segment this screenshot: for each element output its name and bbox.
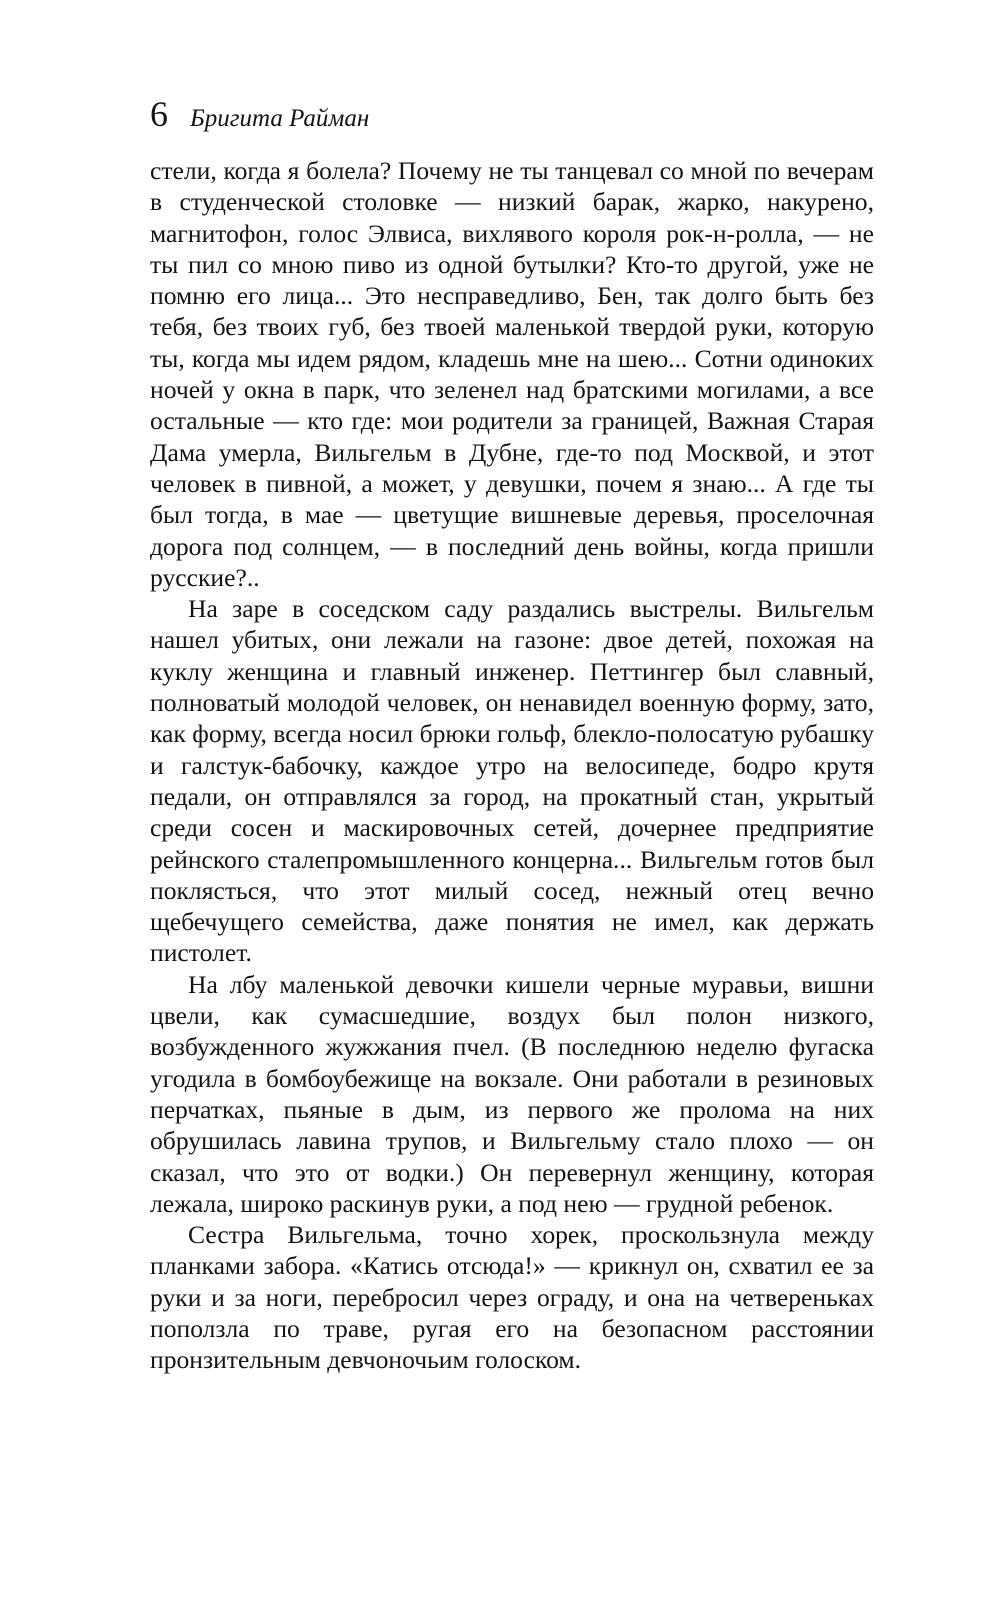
page-header [150,96,369,146]
running-head-author: Бригита Райман [190,105,370,132]
paragraph: На лбу маленькой девочки кишели черные муравьи, вишни цвели, как сумасшедшие, воздух был полон низкого, возбужденного жужжания пчел. (В последнюю неделю фугаска угодила в бомбоубежище на вокзале. Они работали в резиновых перчатках, пьяные в дым, из первого же пролома на них обрушилась лавина трупов, и Вильгельму стало плохо — он сказал, что это от водки.) Он перевернул женщину, которая лежала, широко раскинув руки, а под нею — грудной ребенок. [150,969,874,1218]
paragraph: стели, когда я болела? Почему не ты танцевал со мной по вечерам в студенческой столовке — низкий барак, жарко, накурено, магнитофон, голос Элвиса, вихлявого короля рок-н-ролла, — не ты пил со мною пиво из одной бутылки? Кто-то другой, уже не помню его лица... Это несправедливо, Бен, так долго быть без тебя, без твоих губ, без твоей маленькой твердой руки, которую ты, когда мы идем рядом, кладешь мне на шею... Сотни одиноких ночей у окна в парк, что зеленел над братскими могилами, а все остальные — кто где: мои родители за границей, Важная Старая Дама умерла, Вильгельм в Дубне, где-то под Москвой, и этот человек в пивной, а может, у девушки, почем я знаю... А где ты был тогда, в мае — цветущие вишневые деревья, проселочная дорога под солнцем, — в последний день войны, когда пришли русские?.. [150,156,874,592]
paragraph: На заре в соседском саду раздались выстрелы. Вильгельм нашел убитых, они лежали на газоне: двое детей, похожая на куклу женщина и главный инженер. Петтингер был славный, полноватый молодой человек, он ненавидел военную форму, зато, как форму, всегда носил брюки гольф, блекло-полосатую рубашку и галстук-бабочку, каждое утро на велосипеде, бодро крутя педали, он отправлялся за город, на прокатный стан, укрытый среди сосен и маскировочных сетей, дочернее предприятие рейнского сталепромышленного концерна... Вильгельм готов был поклясться, что этот милый сосед, нежный отец вечно щебечущего семейства, даже понятия не имел, как держать пистолет. [150,594,875,968]
paragraph: Сестра Вильгельма, точно хорек, проскользнула между планками забора. «Катись отсюда!» — крикнул он, схватил ее за руки и за ноги, перебросил через ограду, и она на четвереньках поползла по траве, ругая его на безопасном расстоянии пронзительным девчоночьим голоском. [150,1220,874,1375]
body-text [150,155,874,1376]
page-number: 6 [150,94,168,134]
